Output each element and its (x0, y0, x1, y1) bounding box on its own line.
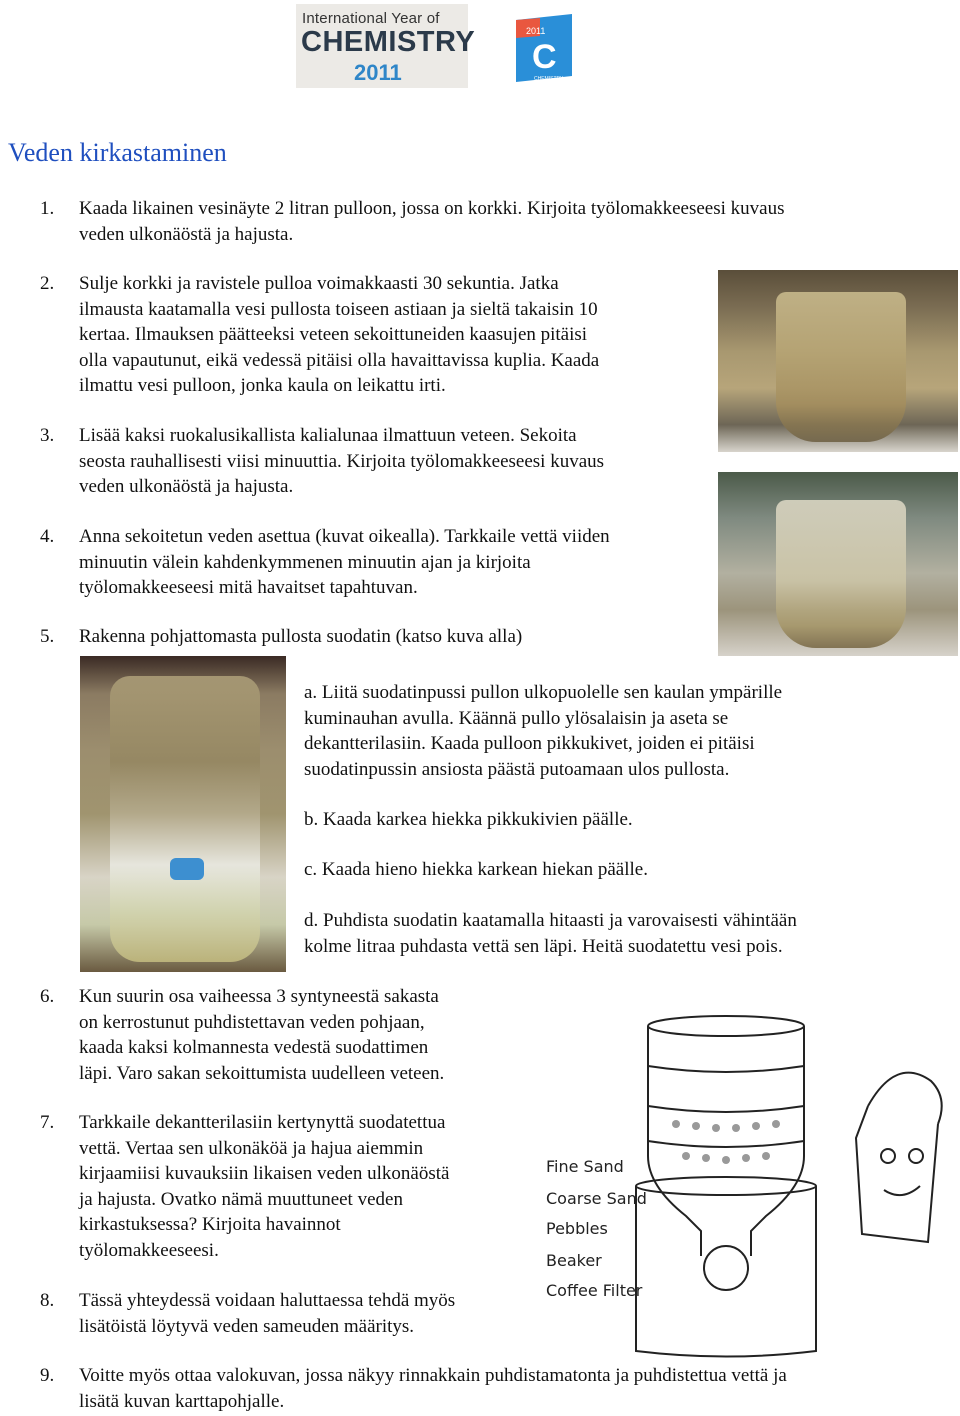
step-7-line: kirjaamiisi kuvauksiin likaisen veden ulkonäöstä (79, 1163, 450, 1184)
substep-a-line: kuminauhan avulla. Käännä pullo ylösalaisin ja aseta se (304, 707, 729, 729)
substep-b-line: b. Kaada karkea hiekka pikkukivien päälle. (304, 809, 633, 830)
filter-diagram (536, 1006, 960, 1362)
label-pebbles: Pebbles (546, 1219, 608, 1238)
iyc-logo (296, 4, 476, 88)
step-3-text (79, 423, 604, 500)
step-8-line: Tässä yhteydessä voidaan haluttaessa tehdä myös (79, 1290, 456, 1311)
label-fine-sand: Fine Sand (546, 1157, 624, 1176)
step-1-line: veden ulkonäöstä ja hajusta. (79, 223, 294, 245)
step-2-line: olla vapautunut, eikä vedessä pitäisi olla havaittavissa kuplia. Kaada (79, 349, 600, 371)
substep-d-line: d. Puhdista suodatin kaatamalla hitaasti ja varovaisesti vähintään (304, 910, 797, 931)
substep-a-line: dekantterilasiin. Kaada pulloon pikkukivet, joiden ei pitäisi (304, 733, 755, 754)
settling-water-photo-2 (718, 472, 958, 656)
badge-year: 2011 (526, 26, 546, 36)
substep-b (304, 807, 633, 833)
substep-a-line: a. Liitä suodatinpussi pullon ulkopuolelle sen kaulan ympärille (304, 682, 783, 703)
step-3-line: seosta rauhallisesti viisi minuuttia. Kirjoita työlomakkeeseesi kuvaus (79, 450, 605, 472)
step-4-number: 4. (40, 526, 55, 547)
step-8-line: lisätöistä löytyvä veden sameuden määritys. (79, 1315, 415, 1337)
step-6-number: 6. (40, 986, 55, 1007)
step-6-line: on kerrostunut puhdistettavan veden pohjaan, (79, 1011, 425, 1033)
bottle-shape (110, 676, 260, 962)
step-9-text (79, 1363, 787, 1414)
filter-bottle-photo (80, 656, 286, 972)
substep-c (304, 857, 648, 883)
step-9-number: 9. (40, 1365, 55, 1386)
step-4-text (79, 524, 610, 601)
bottle-shape (776, 500, 906, 648)
substep-a-line: suodatinpussin ansiosta päästä putoamaan ulos pullosta. (304, 758, 730, 780)
chemistry-badge-logo (512, 14, 576, 86)
bottle-cap (170, 858, 204, 880)
step-6-text (79, 984, 444, 1086)
badge-word: CHEMISTRY (534, 76, 564, 82)
substep-d (304, 908, 797, 959)
step-7-number: 7. (40, 1112, 55, 1133)
step-6-line: läpi. Varo sakan sekoittumista uudelleen veteen. (79, 1062, 445, 1084)
iyc-logo-line1: International Year of (302, 10, 440, 27)
step-2-line: ilmausta kaatamalla vesi pullosta toiseen astiaan ja sieltä takaisin 10 (79, 298, 598, 320)
step-2-text (79, 271, 599, 399)
step-7-line: kirkastuksessa? Kirjoita havainnot (79, 1214, 341, 1235)
badge-letter: C (532, 38, 557, 76)
step-2-line: ilmattu vesi pulloon, jonka kaula on leikattu irti. (79, 375, 446, 396)
step-4-line: työlomakkeeseesi mitä havaitset tapahtuvan. (79, 577, 418, 598)
step-6-line: kaada kaksi kolmannesta vedestä suodattimen (79, 1037, 429, 1058)
step-6-line: Kun suurin osa vaiheessa 3 syntyneestä sakasta (79, 986, 439, 1007)
step-2-line: Sulje korkki ja ravistele pulloa voimakkaasti 30 sekuntia. Jatka (79, 273, 559, 294)
step-1-line: Kaada likainen vesinäyte 2 litran pulloon, jossa on korkki. Kirjoita työlomakkeeseesi kuvaus (79, 198, 785, 219)
step-4-line: Anna sekoitetun veden asettua (kuvat oikealla). Tarkkaile vettä viiden (79, 526, 610, 547)
step-3-line: veden ulkonäöstä ja hajusta. (79, 476, 294, 497)
page-title: Veden kirkastaminen (8, 138, 227, 167)
substep-c-line: c. Kaada hieno hiekka karkean hiekan päälle. (304, 859, 648, 880)
step-7-line: vettä. Vertaa sen ulkonäköä ja hajua aiemmin (79, 1137, 424, 1159)
step-3-number: 3. (40, 425, 55, 446)
step-7-line: ja hajusta. Ovatko nämä muuttuneet veden (79, 1188, 403, 1210)
step-8-text (79, 1288, 455, 1339)
step-2-number: 2. (40, 273, 55, 294)
step-3-line: Lisää kaksi ruokalusikallista kalialunaa ilmattuun veteen. Sekoita (79, 425, 577, 446)
step-5-line: Rakenna pohjattomasta pullosta suodatin (katso kuva alla) (79, 626, 523, 647)
step-8-number: 8. (40, 1290, 55, 1311)
step-9-line: Voitte myös ottaa valokuvan, jossa näkyy rinnakkain puhdistamatonta ja puhdistettua vettä ja (79, 1365, 787, 1386)
step-7-line: Tarkkaile dekantterilasiin kertynyttä suodatettua (79, 1112, 446, 1133)
step-9-line: lisätä kuvan karttapohjalle. (79, 1390, 285, 1412)
step-2-line: kertaa. Ilmauksen päätteeksi veteen sekoittuneiden kaasujen pitäisi (79, 324, 588, 345)
step-1-number: 1. (40, 198, 55, 219)
bottle-shape (776, 292, 906, 442)
step-7-text (79, 1110, 449, 1263)
iyc-logo-line3: 2011 (354, 60, 402, 85)
step-4-line: minuutin välein kahdenkymmenen minuutin ajan ja kirjoita (79, 551, 531, 573)
label-beaker: Beaker (546, 1251, 602, 1270)
label-coffee-filter: Coffee Filter (546, 1281, 643, 1300)
step-5-text (79, 624, 522, 650)
substep-a (304, 680, 782, 782)
label-coarse-sand: Coarse Sand (546, 1189, 647, 1208)
substep-d-line: kolme litraa puhdasta vettä sen läpi. Heitä suodatettu vesi pois. (304, 935, 783, 957)
step-1-text (79, 196, 784, 247)
step-7-line: työlomakkeeseesi. (79, 1239, 219, 1261)
iyc-logo-line2: CHEMISTRY (301, 26, 476, 58)
step-5-number: 5. (40, 626, 55, 647)
settling-water-photo-1 (718, 270, 958, 452)
